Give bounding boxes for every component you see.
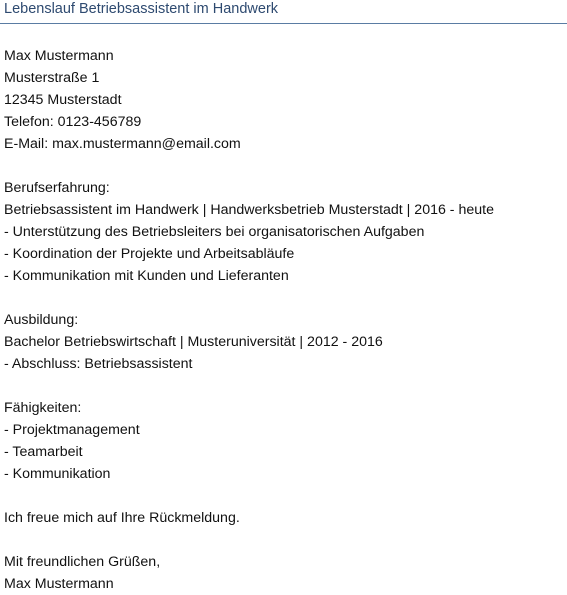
experience-bullet: - Unterstützung des Betriebsleiters bei organisatorischen Aufgaben (4, 224, 425, 240)
document-header (0, 0, 567, 24)
education-heading: Ausbildung: (4, 312, 79, 328)
spacer (4, 375, 559, 397)
document-body (4, 45, 559, 595)
experience-section (4, 177, 559, 287)
skills-item: - Kommunikation (4, 466, 111, 482)
contact-phone: Telefon: 0123-456789 (4, 114, 142, 130)
contact-block (4, 45, 559, 155)
education-degree: Bachelor Betriebswirtschaft | Musteruniversität | 2012 - 2016 (4, 334, 383, 350)
spacer (4, 287, 559, 309)
experience-bullet: - Kommunikation mit Kunden und Lieferanten (4, 268, 289, 284)
education-section (4, 309, 559, 375)
closing-block (4, 551, 559, 595)
closing-statement: Ich freue mich auf Ihre Rückmeldung. (4, 510, 240, 526)
experience-bullet: - Koordination der Projekte und Arbeitsabläufe (4, 246, 295, 262)
spacer (4, 529, 559, 551)
contact-street: Musterstraße 1 (4, 70, 100, 86)
skills-item: - Projektmanagement (4, 422, 140, 438)
document-title: Lebenslauf Betriebsassistent im Handwerk (4, 1, 279, 17)
experience-position: Betriebsassistent im Handwerk | Handwerksbetrieb Musterstadt | 2016 - heute (4, 202, 494, 218)
education-bullet: - Abschluss: Betriebsassistent (4, 356, 193, 372)
contact-city: 12345 Musterstadt (4, 92, 122, 108)
contact-name: Max Mustermann (4, 48, 114, 64)
closing-greeting: Mit freundlichen Grüßen, (4, 554, 161, 570)
skills-item: - Teamarbeit (4, 444, 83, 460)
spacer (4, 485, 559, 507)
skills-heading: Fähigkeiten: (4, 400, 82, 416)
experience-heading: Berufserfahrung: (4, 180, 110, 196)
contact-email: E-Mail: max.mustermann@email.com (4, 136, 241, 152)
spacer (4, 155, 559, 177)
skills-section (4, 397, 559, 485)
signature-name: Max Mustermann (4, 576, 114, 592)
